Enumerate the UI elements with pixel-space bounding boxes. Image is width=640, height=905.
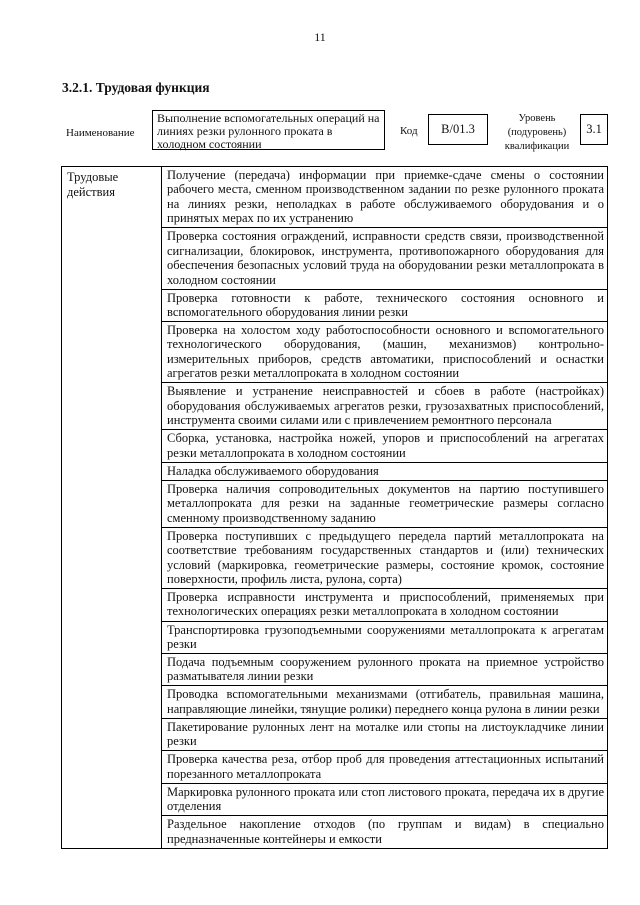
labor-action-row: Сборка, установка, настройка ножей, упоров и приспособлений на агрегатах резки металлопроката в холодном состоянии	[162, 430, 607, 462]
page-number: 11	[314, 30, 326, 44]
labor-actions-list	[161, 167, 607, 848]
labor-action-row: Проверка качества реза, отбор проб для проведения аттестационных испытаний порезанного металлопроката	[162, 751, 607, 783]
labor-action-row: Раздельное накопление отходов (по группам и видам) в специально предназначенные контейнеры и емкости	[167, 817, 604, 846]
labor-action-row: Проверка состояния ограждений, исправности средств связи, производственной сигнализации, блокировок, инструмента, противопожарного оборудования для обеспечения безопасных условий труда на оборудовании резки металлопроката в холодном состоянии	[162, 228, 607, 289]
labor-action-row: Получение (передача) информации при приемке-сдаче смены о состоянии рабочего места, сменном производственном задании по резке рулонного проката на линиях резки, неполадках в работе обслуживаемого оборудования и о принятых мерах по их устранению	[162, 167, 607, 228]
code-value-box: B/01.3	[428, 114, 488, 145]
section-title: 3.2.1. Трудовая функция	[62, 80, 210, 95]
name-label: Наименование	[66, 127, 135, 139]
code-label: Код	[400, 125, 418, 137]
labor-action-row: Проверка наличия сопроводительных документов на партию поступившего металлопроката для резки на заданные геометрические размеры согласно сменному производственному заданию	[162, 481, 607, 528]
labor-action-row: Подача подъемным сооружением рулонного проката на приемное устройство разматывателя линии резки	[162, 654, 607, 686]
labor-actions-label: Трудовые действия	[67, 170, 119, 199]
labor-actions-table	[61, 166, 608, 849]
labor-action-row: Транспортировка грузоподъемными сооружениями металлопроката к агрегатам резки	[162, 622, 607, 654]
labor-action-row: Наладка обслуживаемого оборудования	[162, 463, 607, 481]
labor-action-row: Выявление и устранение неисправностей и сбоев в работе (настройках) оборудования обслуживаемых агрегатов резки, грузозахватных приспособлений, инструмента своими силами или с привлечением ремонтного персонала	[162, 383, 607, 430]
labor-action-row: Проводка вспомогательными механизмами (отгибатель, правильная машина, направляющие линейки, тянущие ролики) переднего конца рулона в линии резки	[162, 686, 607, 718]
qualification-level-box: 3.1	[580, 114, 608, 145]
labor-action-row: Проверка поступивших с предыдущего передела партий металлопроката на соответствие требованиям государственных стандартов и (или) технических условий (маркировка, геометрические размеры, состояние кромок, состояние поверхности, профиль листа, рулона, сорта)	[162, 528, 607, 589]
labor-action-row: Проверка исправности инструмента и приспособлений, применяемых при технологических операциях резки металлопроката в холодном состоянии	[162, 589, 607, 621]
qualification-level-label: Уровень (подуровень) квалификации	[504, 113, 570, 152]
labor-action-row: Пакетирование рулонных лент на моталке или стопы на листоукладчике линии резки	[162, 719, 607, 751]
labor-action-row: Проверка на холостом ходу работоспособности основного и вспомогательного технологического оборудования, (машин, механизмов) контрольно-измерительных приборов, средств автоматики, приспособлений и оснастки агрегатов резки металлопроката в холодном состоянии	[162, 322, 607, 383]
function-name-box: Выполнение вспомогательных операций на линиях резки рулонного проката в холодном состоянии	[152, 110, 385, 150]
labor-action-row: Маркировка рулонного проката или стоп листового проката, передача их в другие отделения	[162, 784, 607, 816]
labor-action-row: Проверка готовности к работе, технического состояния основного и вспомогательного оборудования линии резки	[162, 290, 607, 322]
